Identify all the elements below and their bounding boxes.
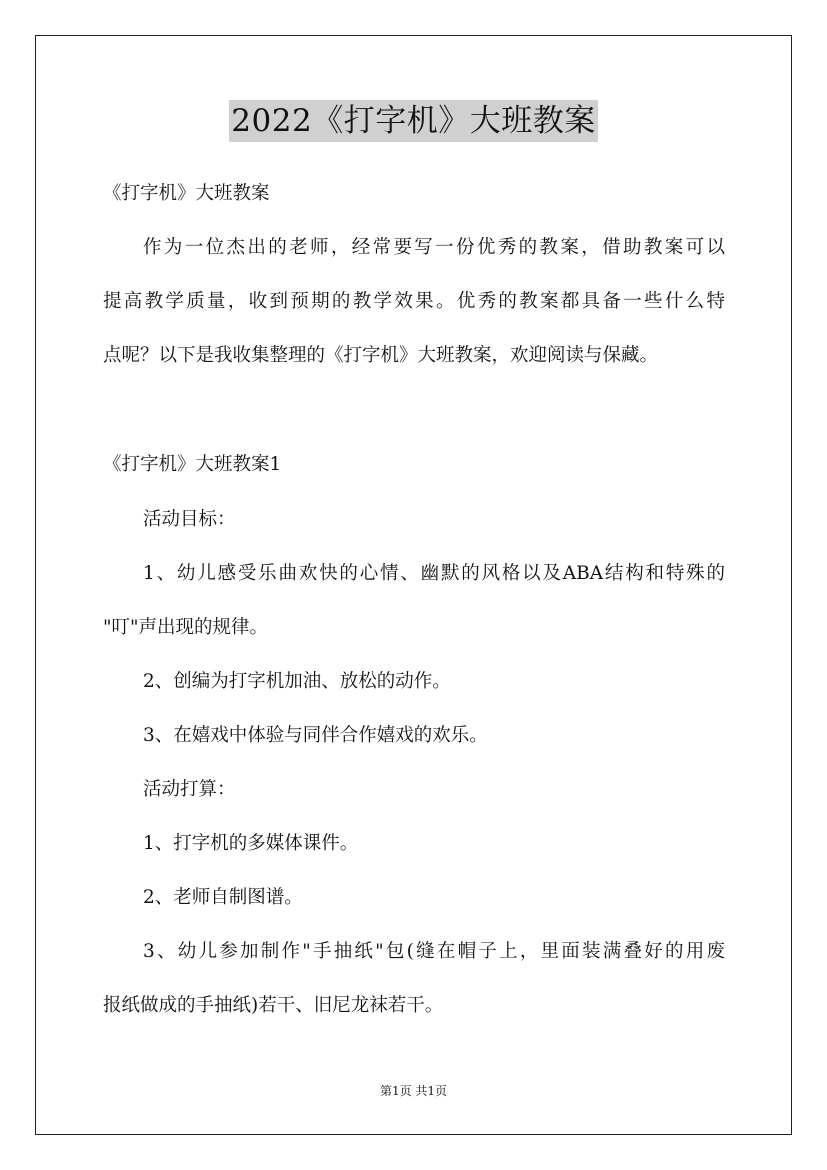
- paragraph-line: 提高教学质量，收到预期的教学效果。优秀的教案都具备一些什么特: [103, 291, 725, 312]
- subtitle: 《打字机》大班教案: [103, 183, 270, 204]
- paragraph-line: 报纸做成的手抽纸)若干、旧尼龙袜若干。: [103, 995, 444, 1016]
- subheading: 活动目标：: [143, 509, 236, 530]
- list-item: 2、老师自制图谱。: [143, 887, 303, 908]
- list-item: 3、幼儿参加制作"手抽纸"包(缝在帽子上，里面装满叠好的用废: [143, 941, 725, 962]
- paragraph-line: 1、幼儿感受乐曲欢快的心情、幽默的风格以及ABA结构和特殊的: [143, 563, 725, 584]
- page-footer: 第1页 共1页: [379, 1084, 448, 1098]
- list-item: 1、打字机的多媒体课件。: [143, 833, 359, 854]
- section-heading: 《打字机》大班教案1: [103, 454, 282, 475]
- paragraph-line: 点呢？以下是我收集整理的《打字机》大班教案，欢迎阅读与保藏。: [103, 345, 659, 366]
- document-title: 2022《打字机》大班教案: [229, 100, 597, 142]
- paragraph-line: "叮"声出现的规律。: [103, 617, 269, 638]
- subheading: 活动打算：: [143, 779, 236, 800]
- title-container: [0, 100, 827, 142]
- list-item: 3、在嬉戏中体验与同伴合作嬉戏的欢乐。: [143, 725, 488, 746]
- list-item: 2、创编为打字机加油、放松的动作。: [143, 671, 451, 692]
- paragraph-line: 作为一位杰出的老师，经常要写一份优秀的教案，借助教案可以: [143, 237, 725, 258]
